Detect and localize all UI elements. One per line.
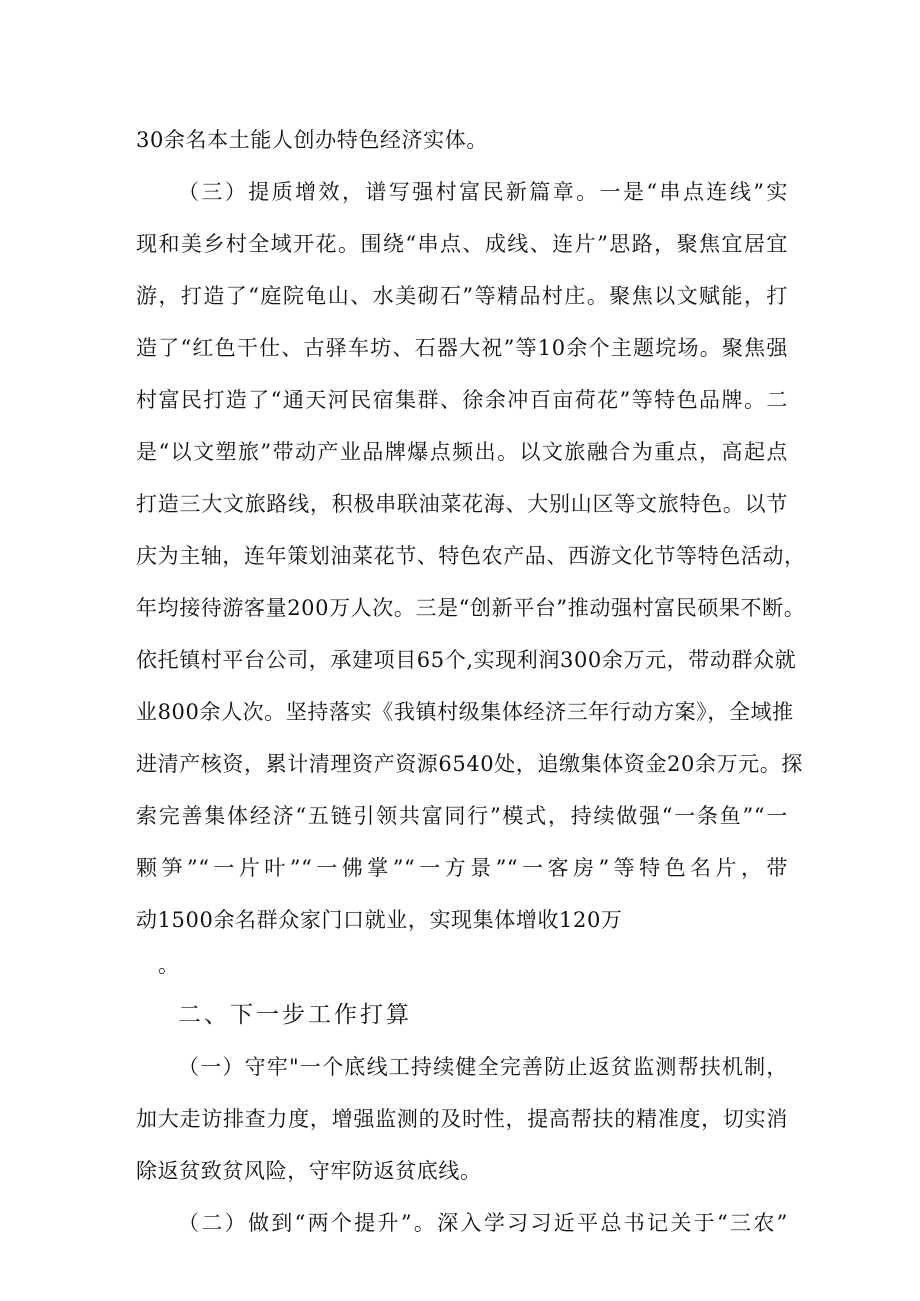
- paragraph-line: 打造三大文旅路线，积极串联油菜花海、大别山区等文旅特色。以节: [136, 492, 788, 516]
- paragraph-line: （一）守牢"一个底线工持续健全完善防止返贫监测帮扶机制，: [178, 1055, 788, 1079]
- paragraph-line: 依托镇村平台公司，承建项目65个,实现利润300余万元，带动群众就: [136, 648, 797, 672]
- paragraph-line: （二）做到“两个提升”。深入学习习近平总书记关于“三农”: [178, 1211, 788, 1235]
- paragraph-line: 庆为主轴，连年策划油菜花节、特色农产品、西游文化节等特色活动，: [136, 544, 806, 568]
- paragraph-line: 年均接待游客量200万人次。三是“创新平台”推动强村富民硕果不断。: [136, 596, 806, 620]
- stray-period: 。: [158, 953, 179, 977]
- paragraph-line: 是“以文塑旅”带动产业品牌爆点频出。以文旅融合为重点，高起点: [136, 440, 788, 464]
- paragraph-line: 加大走访排查力度，增强监测的及时性，提高帮扶的精准度，切实消: [136, 1107, 788, 1131]
- paragraph-line: （三）提质增效，谱写强村富民新篇章。一是“串点连线”实: [178, 180, 788, 204]
- paragraph-line: 颗笋”“一片叶”“一佛掌”“一方景”“一客房”等特色名片，带: [136, 856, 788, 880]
- section-heading: 二、下一步工作打算: [178, 1002, 412, 1028]
- paragraph-line: 村富民打造了“通天河民宿集群、徐余冲百亩荷花”等特色品牌。二: [136, 388, 788, 412]
- paragraph-line: 现和美乡村全域开花。围绕“串点、成线、连片”思路，聚焦宜居宜: [136, 232, 788, 256]
- paragraph-line: 动1500余名群众家门口就业，实现集体增收120万: [136, 908, 623, 932]
- paragraph-line: 造了“红色干仕、古驿车坊、石器大祝”等10余个主题垸场。聚焦强: [136, 336, 788, 360]
- paragraph-line: 30余名本土能人创办特色经济实体。: [136, 128, 488, 152]
- paragraph-line: 除返贫致贫风险，守牢防返贫底线。: [136, 1159, 482, 1183]
- paragraph-line: 业800余人次。坚持落实《我镇村级集体经济三年行动方案》，全域推: [136, 700, 794, 724]
- paragraph-line: 进清产核资，累计清理资产资源6540处，追缴集体资金20余万元。探: [136, 752, 803, 776]
- paragraph-line: 游，打造了“庭院龟山、水美砌石”等精品村庄。聚焦以文赋能，打: [136, 284, 788, 308]
- paragraph-line: 索完善集体经济“五链引领共富同行”模式，持续做强“一条鱼”“一: [136, 804, 788, 828]
